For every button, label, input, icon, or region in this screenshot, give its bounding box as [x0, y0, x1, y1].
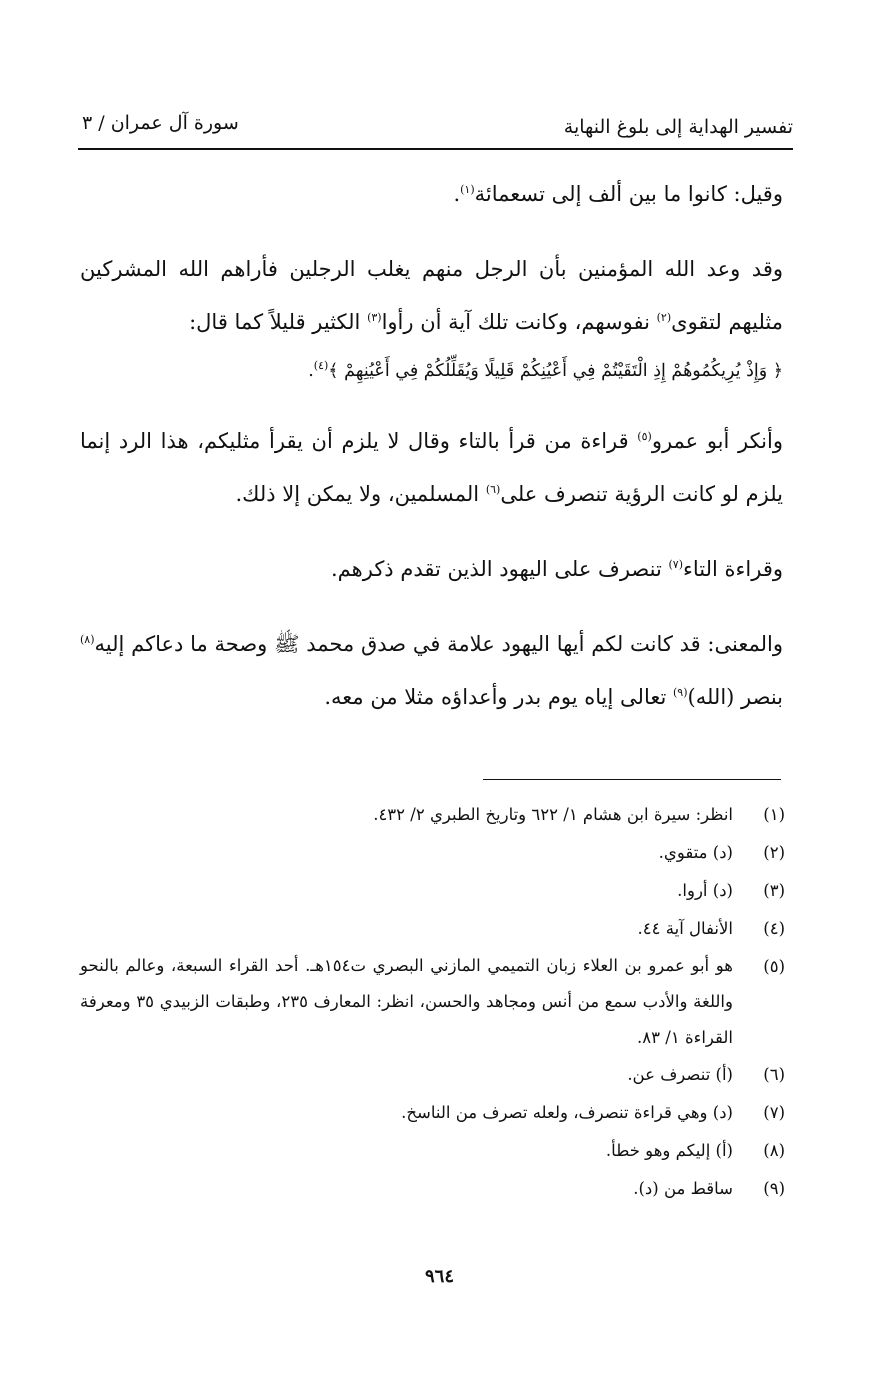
footnote-ref-6[interactable]: (٦): [485, 483, 501, 496]
main-text: [80, 168, 783, 724]
footnotes: [80, 796, 785, 1208]
footnote-ref-2[interactable]: (٢): [656, 311, 672, 324]
footnote-ref-8[interactable]: (٨): [80, 633, 95, 646]
footnote: [80, 910, 785, 948]
paragraph-text: الكثير قليلاً كما قال:: [189, 310, 368, 334]
footnote-text: (أ) إليكم وهو خطأ.: [605, 1141, 733, 1160]
running-header: [78, 112, 793, 146]
paragraph-text: بنصر (الله): [687, 685, 783, 709]
footnote: [80, 796, 785, 834]
footnote-text: الأنفال آية ٤٤.: [637, 919, 733, 938]
paragraph-3: [80, 415, 783, 521]
paragraph-text: وأنكر أبو عمرو: [651, 429, 783, 453]
footnote-number: (٦): [763, 1065, 785, 1084]
footnote: [80, 1056, 785, 1094]
quran-verse-text: ﴿ وَإِذْ يُرِيكُمُوهُمْ إِذِ الْتَقَيْتُمْ فِي أَعْيُنِكُمْ قَلِيلًا وَيُقَلِّلُكُمْ فِي أَعْيُنِهِمْ ﴾: [328, 361, 783, 381]
footnote-ref-9[interactable]: (٩): [673, 686, 688, 699]
footnote-number: (٢): [763, 843, 785, 862]
footnote-text: (أ) تنصرف عن.: [627, 1065, 733, 1084]
footnote-number: (٧): [763, 1103, 785, 1122]
footnote-number: (٨): [763, 1141, 785, 1160]
footnote-separator: [483, 779, 781, 780]
footnote: [80, 834, 785, 872]
paragraph-5: [80, 618, 783, 724]
paragraph-text: تعالى إياه يوم بدر وأعداؤه مثلا من معه.: [324, 685, 673, 709]
footnote-number: (٥): [763, 957, 785, 976]
footnote: [80, 872, 785, 910]
footnote-number: (١): [763, 805, 785, 824]
footnote-ref-3[interactable]: (٣): [367, 311, 382, 324]
footnote: [80, 1170, 785, 1208]
book-title: تفسير الهداية إلى بلوغ النهاية: [563, 116, 793, 138]
paragraph-text: تنصرف على اليهود الذين تقدم ذكرهم.: [331, 557, 669, 581]
header-rule: [78, 148, 793, 150]
paragraph-4: [80, 543, 783, 596]
footnote-text: ساقط من (د).: [633, 1179, 733, 1198]
footnote-text: (د) متقوي.: [658, 843, 733, 862]
paragraph-text: وقراءة التاء: [683, 557, 783, 581]
paragraph-text: نفوسهم، وكانت تلك آية أن رأوا: [381, 310, 657, 334]
footnote-text: (د) وهي قراءة تنصرف، ولعله تصرف من الناسخ.: [401, 1103, 733, 1122]
footnote-number: (٣): [763, 881, 785, 900]
paragraph-text: وقيل: كانوا ما بين ألف إلى تسعمائة: [474, 182, 783, 206]
page-number: ٩٦٤: [424, 1266, 454, 1287]
quran-verse: [80, 349, 783, 393]
footnote-text: هو أبو عمرو بن العلاء زبان التميمي المازني البصري ت١٥٤هـ. أحد القراء السبعة، وعالم بالنحو واللغة والأدب سمع من أنس ومجاهد والحسن، انظر: المعارف ٢٣٥، وطبقات الزبيدي ٣٥ ومعرفة القراءة ١/ ٨٣.: [80, 956, 733, 1047]
footnote-ref-1[interactable]: (١): [460, 183, 475, 196]
paragraph-text: وقد وعد الله المؤمنين بأن الرجل منهم يغلب الرجلين فأراهم الله المشركين مثليهم لتقوى: [80, 257, 783, 334]
punctuation: .: [453, 182, 461, 206]
paragraph-2: [80, 243, 783, 349]
footnote-text: انظر: سيرة ابن هشام ١/ ٦٢٢ وتاريخ الطبري ٢/ ٤٣٢.: [373, 805, 733, 824]
footnote-ref-4[interactable]: (٤): [313, 359, 329, 373]
footnote: [80, 948, 785, 1056]
footnote: [80, 1132, 785, 1170]
paragraph-text: المسلمين، ولا يمكن إلا ذلك.: [235, 482, 486, 506]
footnote-text: (د) أروا.: [677, 881, 733, 900]
surah-reference: سورة آل عمران / ٣: [82, 112, 239, 134]
footnote-ref-7[interactable]: (٧): [668, 558, 683, 571]
punctuation: .: [308, 361, 314, 381]
footnote-number: (٤): [763, 919, 785, 938]
paragraph-text: والمعنى: قد كانت لكم أيها اليهود علامة في صدق محمد ﷺ وصحة ما دعاكم إليه: [94, 632, 783, 656]
paragraph-1: [80, 168, 783, 221]
paragraph-text: قراءة من قرأ بالتاء وقال لا يلزم أن يقرأ مثليكم، هذا الرد إنما يلزم لو كانت الرؤية تنصرف على: [80, 429, 783, 506]
footnote: [80, 1094, 785, 1132]
footnote-ref-5[interactable]: (٥): [637, 430, 652, 443]
footnote-number: (٩): [763, 1179, 785, 1198]
